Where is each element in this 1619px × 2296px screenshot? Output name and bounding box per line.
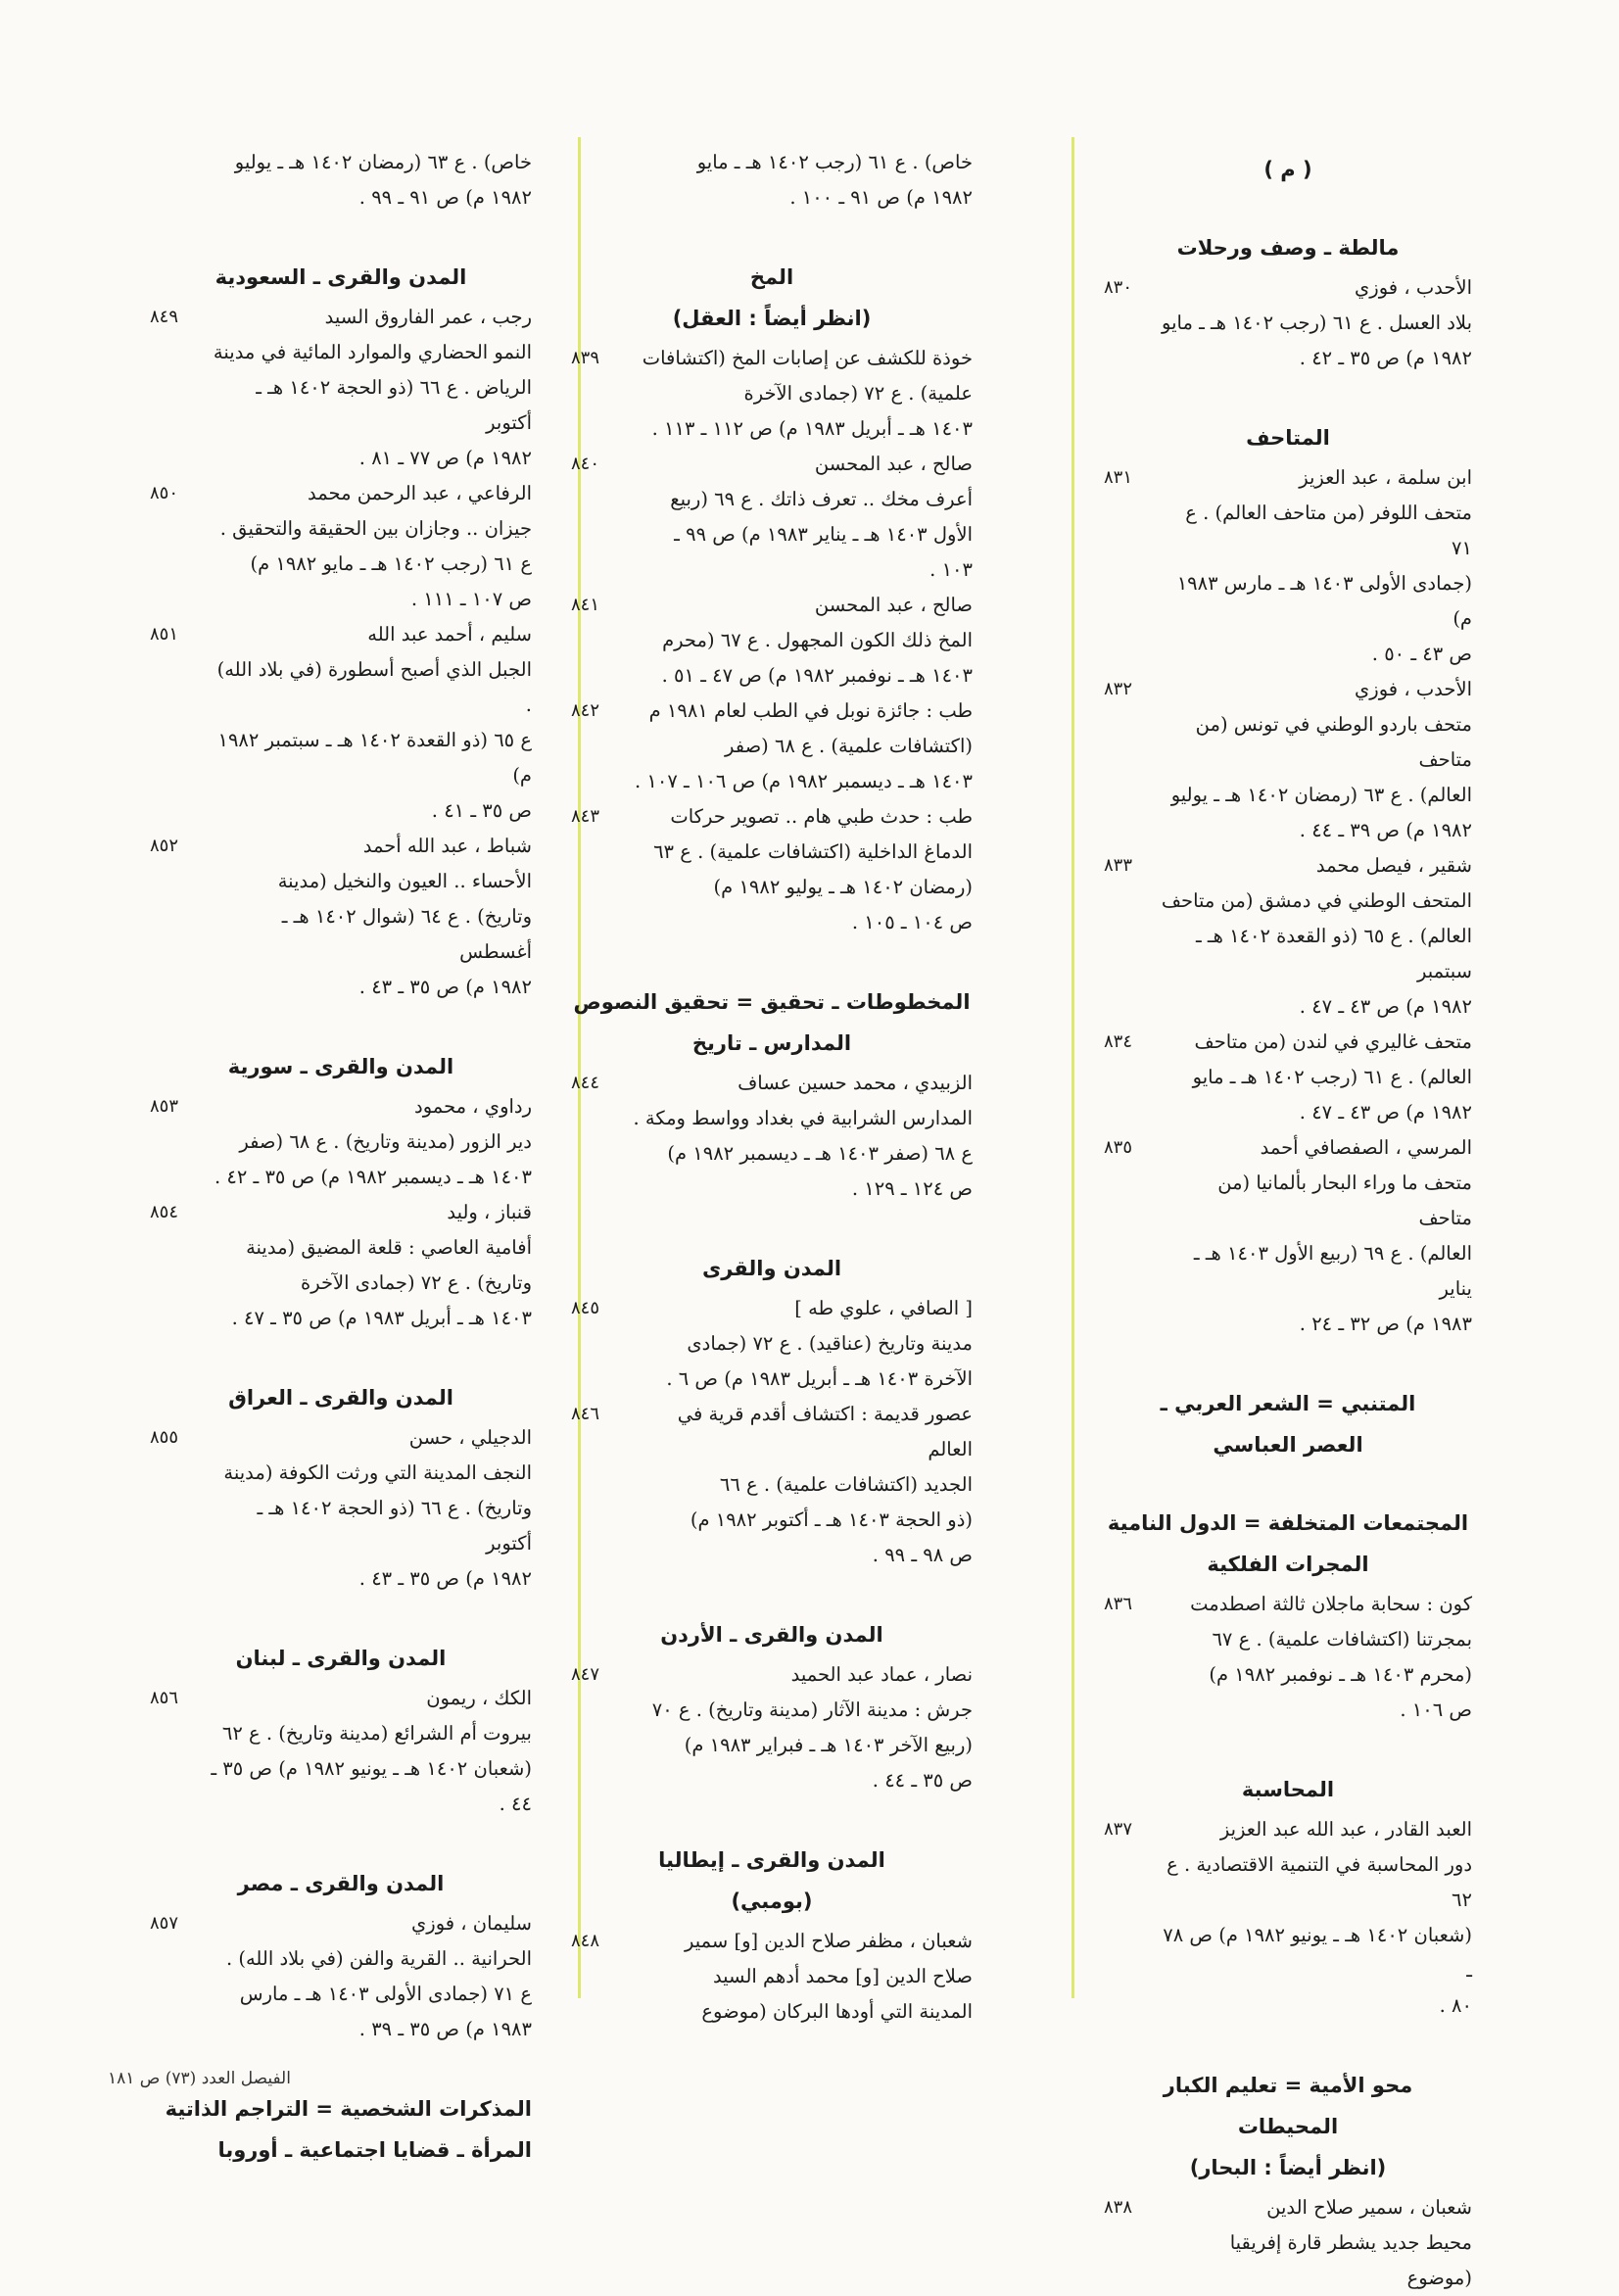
entry-text — [628, 145, 973, 215]
entry-text — [1161, 672, 1472, 848]
index-entry — [571, 1657, 973, 1798]
section-heading: المدن والقرى ـ سورية — [227, 1055, 454, 1078]
entry-line: عصور قديمة : اكتشاف أقدم قرية في العالم — [677, 1403, 973, 1460]
entry-line: بلاد العسل . ع ٦١ (رجب ١٤٠٢ هـ ـ مايو — [1162, 311, 1472, 334]
section-heading: المتنبي = الشعر العربي ـ — [1160, 1392, 1416, 1415]
index-entry — [571, 1924, 973, 2030]
section-heading: المخ — [749, 265, 794, 289]
entry-number: ٨٣٦ — [1104, 1594, 1133, 1614]
entry-line: الرياض . ع ٦٦ (ذو الحجة ١٤٠٢ هـ ـ أكتوبر — [256, 376, 532, 434]
entry-number: ٨٥٥ — [150, 1427, 179, 1448]
entry-line: شعبان ، سمير صلاح الدين — [1266, 2196, 1472, 2219]
section-heading: العصر العباسي — [1213, 1433, 1363, 1457]
index-entry — [150, 829, 532, 1005]
entry-line: ص ١٠٧ ـ ١١١ . — [410, 588, 532, 610]
index-entry — [1104, 270, 1472, 376]
index-entry — [571, 694, 973, 799]
entry-line: شقير ، فيصل محمد — [1315, 854, 1472, 877]
index-entry — [571, 588, 973, 694]
entry-line: ١٩٨٣ م) ص ٣٢ ـ ٢٤ . — [1299, 1313, 1472, 1335]
entry-line: ع ٦٥ (ذو القعدة ١٤٠٢ هـ ـ سبتمبر ١٩٨٢ م) — [217, 729, 532, 787]
entry-line: وتاريخ) . ع ٦٦ (ذو الحجة ١٤٠٢ هـ ـ أكتوبر — [257, 1497, 532, 1555]
entry-line: ٤٤ . — [499, 1793, 532, 1815]
entry-line: ١٩٨٢ م) ص ٩١ ـ ٩٩ . — [358, 186, 532, 209]
entry-line: بيروت أم الشرائع (مدينة وتاريخ) . ع ٦٢ — [221, 1722, 532, 1745]
entry-line: (ربيع الآخر ١٤٠٣ هـ ـ فبراير ١٩٨٣ م) — [684, 1734, 973, 1756]
entry-number: ٨٤٤ — [571, 1073, 600, 1093]
entry-number: ٨٥١ — [150, 624, 179, 645]
section-heading: ( م ) — [1263, 158, 1312, 181]
entry-line: الدماغ الداخلية (اكتشافات علمية) . ع ٦٣ — [653, 840, 973, 863]
entry-line: ١٩٨٢ م) ص ٣٥ ـ ٤٢ . — [1299, 347, 1472, 369]
entry-line: النمو الحضاري والموارد المائية في مدينة — [213, 341, 532, 363]
section-heading: محو الأمية = تعليم الكبار — [1163, 2074, 1413, 2097]
entry-number: ٨٤٩ — [150, 307, 179, 327]
index-entry — [571, 1397, 973, 1573]
index-entry — [150, 1681, 532, 1822]
entry-line: العالم) . ع ٦١ (رجب ١٤٠٢ هـ ـ مايو — [1192, 1066, 1472, 1088]
index-entry — [1104, 672, 1472, 848]
entry-line: الأول ١٤٠٣ هـ ـ يناير ١٩٨٣ م) ص ٩٩ ـ — [674, 523, 973, 546]
entry-line: العالم) . ع ٦٥ (ذو القعدة ١٤٠٢ هـ ـ سبتمبر — [1195, 925, 1472, 982]
entry-line: (رمضان ١٤٠٢ هـ ـ يوليو ١٩٨٢ م) — [713, 876, 973, 898]
entry-line: ص ٣٥ ـ ٤٤ . — [872, 1769, 973, 1792]
index-entry — [1104, 1587, 1472, 1728]
entry-text — [207, 300, 532, 476]
entry-line: ص ١٢٤ ـ ١٢٩ . — [851, 1177, 973, 1200]
entry-line: المرسي ، الصفصافي أحمد — [1260, 1136, 1472, 1159]
entry-line: (جمادى الأولى ١٤٠٣ هـ ـ مارس ١٩٨٣ م) — [1176, 572, 1472, 630]
entry-line: المخ ذلك الكون المجهول . ع ٦٧ (محرم — [662, 629, 973, 651]
entry-number: ٨٣١ — [1104, 467, 1133, 488]
entry-number: ٨٣٤ — [1104, 1031, 1133, 1052]
entry-line: طب : جائزة نوبل في الطب لعام ١٩٨١ م — [648, 699, 973, 722]
section-heading: المدارس ـ تاريخ — [691, 1031, 852, 1055]
entry-line: بمجرتنا (اكتشافات علمية) . ع ٦٧ — [1212, 1628, 1472, 1650]
entry-number: ٨٣٣ — [1104, 855, 1133, 876]
entry-number: ٨٥٢ — [150, 836, 179, 856]
entry-text — [1161, 1587, 1472, 1728]
entry-line: ص ١٠٦ . — [1400, 1698, 1472, 1721]
entry-text — [1161, 1130, 1472, 1342]
entry-text — [207, 1906, 532, 2047]
index-entry — [571, 1291, 973, 1397]
entry-line: الحرانية .. القرية والفن (في بلاد الله) . — [225, 1947, 532, 1970]
index-column-left — [150, 145, 532, 2173]
entry-line: سليم ، أحمد عبد الله — [367, 623, 532, 646]
entry-line: ١٩٨٢ م) ص ٧٧ ـ ٨١ . — [358, 447, 532, 469]
entry-line: النجف المدينة التي ورثت الكوفة (مدينة — [223, 1461, 532, 1484]
index-entry — [1104, 460, 1472, 672]
entry-line: المتحف الوطني في دمشق (من متاحف — [1161, 889, 1472, 912]
entry-line: الأحدب ، فوزي — [1355, 678, 1472, 700]
entry-line: متحف ما وراء البحار بألمانيا (من متاحف — [1217, 1172, 1472, 1229]
entry-line: ١٩٨٢ م) ص ٣٥ ـ ٤٣ . — [358, 976, 532, 998]
entry-line: متحف باردو الوطني في تونس (من متاحف — [1195, 713, 1472, 771]
entry-text — [207, 145, 532, 215]
entry-line: متحف اللوفر (من متاحف العالم) . ع ٧١ — [1185, 502, 1472, 559]
entry-line: الزبيدي ، محمد حسين عساف — [738, 1072, 973, 1094]
section-heading: المجتمعات المتخلفة = الدول النامية — [1107, 1511, 1469, 1535]
entry-text — [628, 1291, 973, 1397]
section-heading: المدن والقرى ـ مصر — [237, 1872, 445, 1895]
entry-line: ١٩٨٣ م) ص ٣٥ ـ ٣٩ . — [358, 2018, 532, 2040]
entry-line: علمية) . ع ٧٢ (جمادى الآخرة — [743, 382, 973, 405]
index-entry — [1104, 1025, 1472, 1130]
entry-line: الآخرة ١٤٠٣ هـ ـ أبريل ١٩٨٣ م) ص ٦ . — [666, 1367, 973, 1390]
entry-line: رجب ، عمر الفاروق السيد — [324, 306, 532, 328]
index-entry — [150, 617, 532, 829]
entry-number: ٨٤٥ — [571, 1298, 600, 1318]
entry-number: ٨٣٠ — [1104, 277, 1133, 298]
entry-line: العالم) . ع ٦٣ (رمضان ١٤٠٢ هـ ـ يوليو — [1170, 784, 1472, 806]
entry-line: الجبل الذي أصبح أسطورة (في بلاد الله) . — [216, 658, 532, 716]
entry-line: المدينة التي أودها البركان (موضوع — [701, 2000, 973, 2023]
index-entry — [1104, 848, 1472, 1025]
entry-line: (ذو الحجة ١٤٠٣ هـ ـ أكتوبر ١٩٨٢ م) — [690, 1508, 973, 1531]
entry-line: الأحساء .. العيون والنخيل (مدينة — [277, 870, 532, 892]
section-heading: (انظر أيضاً : البحار) — [1189, 2156, 1387, 2179]
entry-line: ١٩٨٢ م) ص ٤٣ ـ ٤٧ . — [1299, 1101, 1472, 1124]
index-column-right — [1104, 145, 1472, 2296]
entry-line: الجديد (اكتشافات علمية) . ع ٦٦ — [719, 1473, 973, 1496]
section-heading: (انظر أيضاً : العقل) — [672, 307, 872, 330]
section-heading: (بومبي) — [731, 1889, 813, 1913]
entry-line: (شعبان ١٤٠٢ هـ ـ يونيو ١٩٨٢ م) ص ٧٨ ـ — [1163, 1924, 1472, 1982]
entry-number: ٨٥٤ — [150, 1202, 179, 1222]
entry-text — [1161, 2190, 1472, 2296]
entry-line: الكك ، ريمون — [426, 1687, 532, 1709]
section-heading: المحيطات — [1237, 2115, 1339, 2138]
entry-line: صالح ، عبد المحسن — [814, 594, 973, 616]
entry-line: ابن سلمة ، عبد العزيز — [1299, 466, 1472, 489]
entry-number: ٨٥٣ — [150, 1096, 179, 1117]
entry-line: ٨٠ . — [1439, 1994, 1472, 2017]
entry-text — [1161, 270, 1472, 376]
section-heading: المحاسبة — [1241, 1778, 1335, 1801]
entry-line: سليمان ، فوزي — [411, 1912, 532, 1935]
entry-text — [628, 694, 973, 799]
section-heading: المخطوطات ـ تحقيق = تحقيق النصوص — [573, 990, 971, 1014]
entry-line: ١٤٠٣ هـ ـ ديسمبر ١٩٨٢ م) ص ١٠٦ ـ ١٠٧ . — [635, 770, 973, 792]
entry-text — [207, 476, 532, 617]
entry-line: أعرف مخك .. تعرف ذاتك . ع ٦٩ (ربيع — [670, 488, 973, 510]
index-entry — [571, 1066, 973, 1207]
entry-line: ص ٤٣ ـ ٥٠ . — [1371, 643, 1472, 665]
entry-text — [1161, 460, 1472, 672]
index-entry — [571, 341, 973, 447]
entry-line: (اكتشافات علمية) . ع ٦٨ (صفر — [724, 735, 973, 757]
index-entry — [150, 1906, 532, 2047]
section-heading: المجرات الفلكية — [1207, 1553, 1369, 1576]
entry-line: (محرم ١٤٠٣ هـ ـ نوفمبر ١٩٨٢ م) — [1209, 1663, 1472, 1686]
index-column-middle — [571, 145, 973, 2030]
entry-number: ٨٣٨ — [1104, 2197, 1133, 2218]
entry-line: دير الزور (مدينة وتاريخ) . ع ٦٨ (صفر — [239, 1130, 532, 1153]
entry-line: ع ٧١ (جمادى الأولى ١٤٠٣ هـ ـ مارس — [239, 1983, 532, 2005]
entry-text — [628, 341, 973, 447]
entry-number: ٨٤٦ — [571, 1404, 600, 1424]
entry-line: دور المحاسبة في التنمية الاقتصادية . ع ٦٢ — [1167, 1853, 1472, 1911]
entry-line: ص ٣٥ ـ ٤١ . — [431, 799, 532, 822]
entry-text — [628, 588, 973, 694]
entry-number: ٨٤٣ — [571, 806, 600, 827]
entry-line: ع ٦٨ (صفر ١٤٠٣ هـ ـ ديسمبر ١٩٨٢ م) — [667, 1142, 973, 1165]
section-heading: المتاحف — [1246, 426, 1330, 450]
entry-text — [628, 1397, 973, 1573]
page-footer: الفيصل العدد (٧٣) ص ١٨١ — [108, 2069, 291, 2088]
entry-line: جيزان .. وجازان بين الحقيقة والتحقيق . — [219, 517, 532, 540]
entry-line: المدارس الشرابية في بغداد وواسط ومكة . — [633, 1107, 973, 1129]
entry-line: (شعبان ١٤٠٢ هـ ـ يونيو ١٩٨٢ م) ص ٣٥ ـ — [211, 1757, 532, 1780]
entry-line: ١٤٠٣ هـ ـ نوفمبر ١٩٨٢ م) ص ٤٧ ـ ٥١ . — [661, 664, 973, 687]
entry-line: ع ٦١ (رجب ١٤٠٢ هـ ـ مايو ١٩٨٢ م) — [250, 552, 532, 575]
entry-line: جرش : مدينة الآثار (مدينة وتاريخ) . ع ٧٠ — [651, 1698, 973, 1721]
index-entry — [150, 300, 532, 476]
entry-line: ١٤٠٣ هـ ـ ديسمبر ١٩٨٢ م) ص ٣٥ ـ ٤٢ . — [214, 1166, 532, 1188]
entry-number: ٨٤٢ — [571, 700, 600, 721]
entry-line: نصار ، عماد عبد الحميد — [790, 1663, 973, 1686]
entry-line: صالح ، عبد المحسن — [814, 453, 973, 475]
entry-number: ٨٤٠ — [571, 454, 600, 474]
index-entry — [1104, 1812, 1472, 2024]
entry-text — [207, 617, 532, 829]
entry-line: قنباز ، وليد — [447, 1201, 532, 1223]
entry-text — [207, 1089, 532, 1195]
entry-line: طب : حدث طبي هام .. تصوير حركات — [670, 805, 973, 828]
index-entry — [150, 1089, 532, 1195]
entry-line: وتاريخ) . ع ٧٢ (جمادى الآخرة — [300, 1271, 532, 1294]
section-heading: المذكرات الشخصية = التراجم الذاتية — [165, 2097, 532, 2121]
index-entry — [150, 476, 532, 617]
entry-line: شعبان ، مظفر صلاح الدين [و] سمير — [685, 1930, 973, 1952]
entry-line: متحف غاليري في لندن (من متاحف — [1194, 1030, 1472, 1053]
index-entry — [150, 1420, 532, 1597]
index-entry — [571, 799, 973, 940]
entry-line: ١٠٣ . — [929, 558, 973, 581]
entry-continuation — [150, 145, 532, 215]
entry-line: أفامية العاصي : قلعة المضيق (مدينة — [246, 1236, 532, 1259]
entry-line: صلاح الدين [و] محمد أدهم السيد — [712, 1965, 973, 1987]
column-divider-right — [1071, 137, 1074, 1998]
section-heading: المرأة ـ قضايا اجتماعية ـ أوروبا — [217, 2138, 532, 2162]
section-heading: مالطة ـ وصف ورحلات — [1176, 236, 1400, 260]
entry-line: الأحدب ، فوزي — [1355, 276, 1472, 299]
entry-line: محيط جديد يشطر قارة إفريقيا (موضوع — [1229, 2231, 1472, 2289]
entry-text — [628, 447, 973, 588]
section-heading: المدن والقرى ـ السعودية — [214, 265, 467, 289]
entry-number: ٨٤٨ — [571, 1931, 600, 1951]
entry-number: ٨٣٩ — [571, 348, 600, 368]
entry-text — [207, 829, 532, 1005]
entry-number: ٨٣٢ — [1104, 679, 1133, 699]
entry-line: كون : سحابة ماجلان ثالثة اصطدمت — [1190, 1593, 1472, 1615]
entry-text — [1161, 848, 1472, 1025]
entry-number: ٨٤١ — [571, 595, 600, 615]
entry-number: ٨٤٧ — [571, 1664, 600, 1685]
entry-text — [1161, 1025, 1472, 1130]
section-heading: المدن والقرى ـ إيطاليا — [658, 1848, 885, 1872]
entry-text — [628, 1924, 973, 2030]
entry-number: ٨٥٧ — [150, 1913, 179, 1934]
entry-text — [207, 1195, 532, 1336]
entry-line: ١٩٨٢ م) ص ٤٣ ـ ٤٧ . — [1299, 995, 1472, 1018]
index-entry — [150, 1195, 532, 1336]
entry-line: العالم) . ع ٦٩ (ربيع الأول ١٤٠٣ هـ ـ يناير — [1193, 1242, 1472, 1300]
index-entry — [571, 447, 973, 588]
section-heading: المدن والقرى ـ العراق — [228, 1386, 453, 1410]
entry-line: ١٤٠٣ هـ ـ أبريل ١٩٨٣ م) ص ١١٢ ـ ١١٣ . — [651, 417, 973, 440]
entry-text — [207, 1681, 532, 1822]
entry-number: ٨٣٥ — [1104, 1137, 1133, 1158]
entry-line: رداوي ، محمود — [414, 1095, 532, 1118]
entry-continuation — [571, 145, 973, 215]
entry-line: خاص) . ع ٦١ (رجب ١٤٠٢ هـ ـ مايو — [696, 151, 973, 173]
entry-line: ١٩٨٢ م) ص ٣٥ ـ ٤٣ . — [358, 1567, 532, 1590]
entry-line: خاص) . ع ٦٣ (رمضان ١٤٠٢ هـ ـ يوليو — [234, 151, 532, 173]
entry-text — [1161, 1812, 1472, 2024]
entry-line: ص ١٠٤ ـ ١٠٥ . — [851, 911, 973, 933]
entry-text — [628, 1657, 973, 1798]
entry-line: ١٤٠٣ هـ ـ أبريل ١٩٨٣ م) ص ٣٥ ـ ٤٧ . — [231, 1307, 532, 1329]
entry-line: [ الصافي ، علوي طه ] — [794, 1297, 973, 1319]
index-entry — [1104, 2190, 1472, 2296]
entry-text — [628, 799, 973, 940]
entry-number: ٨٥٦ — [150, 1688, 179, 1708]
entry-number: ٨٥٠ — [150, 483, 179, 503]
section-heading: المدن والقرى ـ لبنان — [235, 1647, 447, 1670]
entry-line: وتاريخ) . ع ٦٤ (شوال ١٤٠٢ هـ ـ أغسطس — [281, 905, 532, 963]
entry-line: ١٩٨٢ م) ص ٣٩ ـ ٤٤ . — [1299, 819, 1472, 841]
section-heading: المدن والقرى — [701, 1257, 842, 1280]
entry-line: خوذة للكشف عن إصابات المخ (اكتشافات — [642, 347, 973, 369]
entry-text — [628, 1066, 973, 1207]
entry-line: مدينة وتاريخ (عناقيد) . ع ٧٢ (جمادى — [687, 1332, 973, 1355]
entry-line: العبد القادر ، عبد الله عبد العزيز — [1219, 1818, 1472, 1841]
entry-line: ص ٩٨ ـ ٩٩ . — [872, 1544, 973, 1566]
entry-line: الدجيلي ، حسن — [408, 1426, 532, 1449]
index-entry — [1104, 1130, 1472, 1342]
entry-line: ١٩٨٢ م) ص ٩١ ـ ١٠٠ . — [789, 186, 973, 209]
entry-text — [207, 1420, 532, 1597]
entry-line: شباط ، عبد الله أحمد — [362, 835, 532, 857]
entry-line: الرفاعي ، عبد الرحمن محمد — [308, 482, 532, 504]
section-heading: المدن والقرى ـ الأردن — [660, 1623, 883, 1647]
entry-number: ٨٣٧ — [1104, 1819, 1133, 1840]
